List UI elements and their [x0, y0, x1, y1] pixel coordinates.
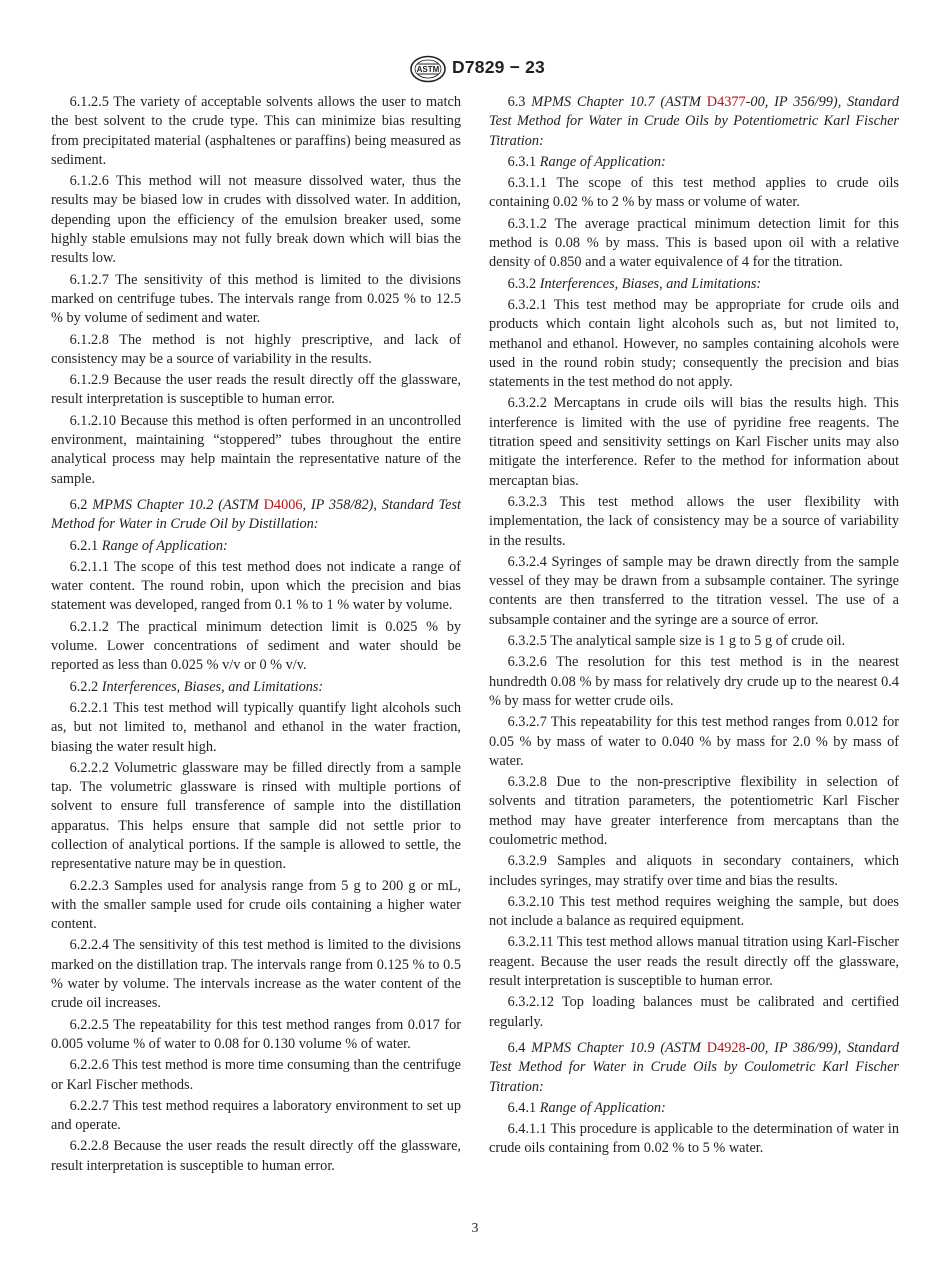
paragraph-6-3-1-2: 6.3.1.2 The average practical minimum detection limit for this method is 0.08 % by mass. This is based upon oil with a relative density of 0.850 and a water equivalence of 4 for the titration.: [489, 215, 899, 271]
paragraph-6-3-2-12: 6.3.2.12 Top loading balances must be calibrated and certified regularly.: [489, 994, 899, 1030]
subheading-title: Range of Application:: [539, 153, 666, 170]
paragraph-6-2-2-4: 6.2.2.4 The sensitivity of this test method is limited to the divisions marked on the distillation trap. The intervals range from 0.125 % to 0.5 % water by volume. The intervals increase as the water content of the crude oil increases.: [51, 937, 461, 1012]
section-title-end: , IP 358/82), Standard Test Method for Water in Crude Oil by Distillation:: [51, 496, 462, 533]
paragraph-6-1-2-5: 6.1.2.5 The variety of acceptable solvents allows the user to match the best solvent to the crude type. This can minimize bias resulting from precipitated material (asphaltenes or paraffins) being measured as sediment.: [51, 94, 461, 168]
paragraph-6-3-2-7: 6.3.2.7 This repeatability for this test method ranges from 0.012 for 0.05 % by mass of water to 0.040 % by mass for 2.0 % by mass of water.: [489, 714, 899, 769]
subheading-title: Range of Application:: [101, 537, 228, 554]
subheading-number: 6.2.1: [69, 537, 99, 554]
section-title-start: MPMS Chapter 10.7 (ASTM: [531, 94, 701, 110]
subheading-title: Range of Application:: [539, 1099, 666, 1116]
page-header: [0, 53, 950, 85]
subheading-number: 6.3.2: [507, 275, 537, 292]
standard-reference-link[interactable]: D4377: [706, 94, 746, 110]
paragraph-6-3-1-1: 6.3.1.1 The scope of this test method applies to crude oils containing 0.02 % to 2 % by mass or volume of water.: [489, 175, 899, 211]
paragraph-6-1-2-6: 6.1.2.6 This method will not measure dissolved water, thus the results may be biased low in crudes with dissolved water. In addition, depending upon the efficiency of the emulsion breaker used, some highly stable emulsions may not fully break down which will bias the results low.: [51, 173, 461, 267]
paragraph-6-2-2-8: 6.2.2.8 Because the user reads the result directly off the glassware, result interpretation is susceptible to human error.: [51, 1138, 461, 1174]
subheading-title: Interferences, Biases, and Limitations:: [539, 275, 762, 292]
subheading-6-2-2: [51, 678, 461, 697]
subheading-6-3-2: [489, 275, 899, 294]
paragraph-6-2-2-5: 6.2.2.5 The repeatability for this test method ranges from 0.017 for 0.005 volume % of water to 0.08 for 0.130 volume % of water.: [51, 1016, 461, 1052]
section-title-start: MPMS Chapter 10.2 (ASTM: [92, 496, 259, 513]
section-heading-6-4: [489, 1039, 899, 1097]
paragraph-6-3-2-4: 6.3.2.4 Syringes of sample may be drawn directly from the sample vessel of they may be drawn from a subsample container. The syringe contents are then transferred to the titration vessel. The use of a subsample container and the syringe are a source of error.: [489, 553, 899, 628]
paragraph-6-1-2-10: 6.1.2.10 Because this method is often performed in an uncontrolled environment, maintaining “stoppered” tubes throughout the entire analytical process may help maintain the representative nature of the sample.: [51, 412, 461, 487]
subheading-6-3-1: [489, 153, 899, 172]
paragraph-6-3-2-2: 6.3.2.2 Mercaptans in crude oils will bias the results high. This interference is limited with the use of pyridine free reagents. The titration speed and sensitivity settings on Karl Fischer units may also mitigate the interference. Refer to the method for information about mercaptan bias.: [489, 395, 899, 489]
right-column: [489, 93, 899, 1161]
section-number: 6.4: [507, 1039, 526, 1056]
page-number: 3: [471, 1220, 479, 1235]
subheading-number: 6.2.2: [69, 678, 99, 695]
subheading-6-2-1: [51, 537, 461, 556]
paragraph-6-3-2-1: 6.3.2.1 This test method may be appropriate for crude oils and products which contain light alcohols such as, but not limited to, methanol and ethanol. However, no samples containing alcohols were used in the round robin study; consequently the precision and bias statements in the test method do not apply.: [489, 296, 899, 391]
paragraph-6-2-2-2: 6.2.2.2 Volumetric glassware may be filled directly from a sample tap. The volumetric glassware is rinsed with multiple portions of solvent to ensure full transference of sample into the distillation apparatus. This helps ensure that sample did not settle prior to collection of analytical portions. If the sample is allowed to settle, the representative nature may be in question.: [51, 759, 461, 873]
paragraph-6-2-1-1: 6.2.1.1 The scope of this test method does not indicate a range of water content. The round robin, upon which the precision and bias statement was developed, ranged from 0.1 % to 1 % water by volume.: [51, 558, 461, 614]
paragraph-6-1-2-7: 6.1.2.7 The sensitivity of this method is limited to the divisions marked on centrifuge tubes. The intervals range from 0.025 % to 12.5 % by volume of sediment and water.: [51, 271, 461, 327]
paragraph-6-1-2-9: 6.1.2.9 Because the user reads the result directly off the glassware, result interpretation is susceptible to human error.: [51, 372, 461, 408]
paragraph-6-3-2-3: 6.3.2.3 This test method allows the user flexibility with implementation, the lack of consistency may be a source of variability in the results.: [489, 493, 899, 549]
paragraph-6-3-2-9: 6.3.2.9 Samples and aliquots in secondary containers, which includes syringes, may stratify over time and bias the results.: [489, 853, 899, 889]
astm-logo-icon: [409, 55, 447, 83]
section-heading-6-2: [51, 496, 461, 535]
subheading-number: 6.4.1: [507, 1099, 537, 1116]
standard-reference-link[interactable]: D4928: [706, 1039, 746, 1056]
section-title-end: -00, IP 386/99), Standard Test Method for Water in Crude Oils by Coulometric Karl Fischer Titration:: [489, 1039, 899, 1095]
paragraph-6-3-2-10: 6.3.2.10 This test method requires weighing the sample, but does not include a balance as required equipment.: [489, 893, 899, 930]
paragraph-6-3-2-6: 6.3.2.6 The resolution for this test method is in the nearest hundredth 0.08 % by mass for relatively dry crude up to the nearest 0.4 % by mass for wetter crude oils.: [489, 654, 899, 709]
section-heading-6-3: [489, 93, 899, 151]
section-number: 6.2: [69, 496, 88, 513]
paragraph-6-3-2-8: 6.3.2.8 Due to the non-prescriptive flexibility in selection of solvents and titration parameters, the potentiometric Karl Fischer method may have greater interference from mercaptans than the coulometric method.: [489, 774, 899, 848]
paragraph-6-2-2-6: 6.2.2.6 This test method is more time consuming than the centrifuge or Karl Fischer methods.: [51, 1057, 461, 1093]
paragraph-6-1-2-8: 6.1.2.8 The method is not highly prescriptive, and lack of consistency may be a source of variability in the results.: [51, 331, 461, 367]
paragraph-6-2-2-7: 6.2.2.7 This test method requires a laboratory environment to set up and operate.: [51, 1097, 461, 1134]
logo-text: ASTM: [416, 65, 440, 74]
section-title-end: -00, IP 356/99), Standard Test Method for Water in Crude Oils by Potentiometric Karl Fischer Titration:: [489, 94, 899, 149]
paragraph-6-3-2-11: 6.3.2.11 This test method allows manual titration using Karl-Fischer reagent. Because the user reads the result directly off the glassware, result interpretation is susceptible to human error.: [489, 934, 899, 990]
paragraph-6-3-2-5: 6.3.2.5 The analytical sample size is 1 g to 5 g of crude oil.: [507, 633, 846, 650]
standard-designation: D7829 − 23: [452, 57, 545, 77]
subheading-title: Interferences, Biases, and Limitations:: [101, 678, 324, 695]
paragraph-6-2-1-2: 6.2.1.2 The practical minimum detection limit is 0.025 % by volume. Lower concentrations of sediment and water should be reported as less than 0.025 % v/v or 0 % v/v.: [51, 618, 461, 674]
standard-reference-link[interactable]: D4006: [263, 496, 303, 513]
paragraph-6-4-1-1: 6.4.1.1 This procedure is applicable to the determination of water in crude oils containing from 0.02 % to 5 % water.: [489, 1121, 899, 1157]
subheading-6-4-1: [489, 1099, 899, 1118]
section-number: 6.3: [507, 94, 526, 110]
paragraph-6-2-2-1: 6.2.2.1 This test method will typically quantify light alcohols such as, but not limited to, methanol and ethanol in the water fraction, biasing the water result high.: [51, 699, 461, 755]
left-column: [51, 93, 461, 1178]
subheading-number: 6.3.1: [507, 153, 537, 170]
section-title-start: MPMS Chapter 10.9 (ASTM: [531, 1039, 701, 1056]
paragraph-6-2-2-3: 6.2.2.3 Samples used for analysis range from 5 g to 200 g or mL, with the smaller sample used for crude oils containing a higher water content.: [51, 877, 461, 933]
